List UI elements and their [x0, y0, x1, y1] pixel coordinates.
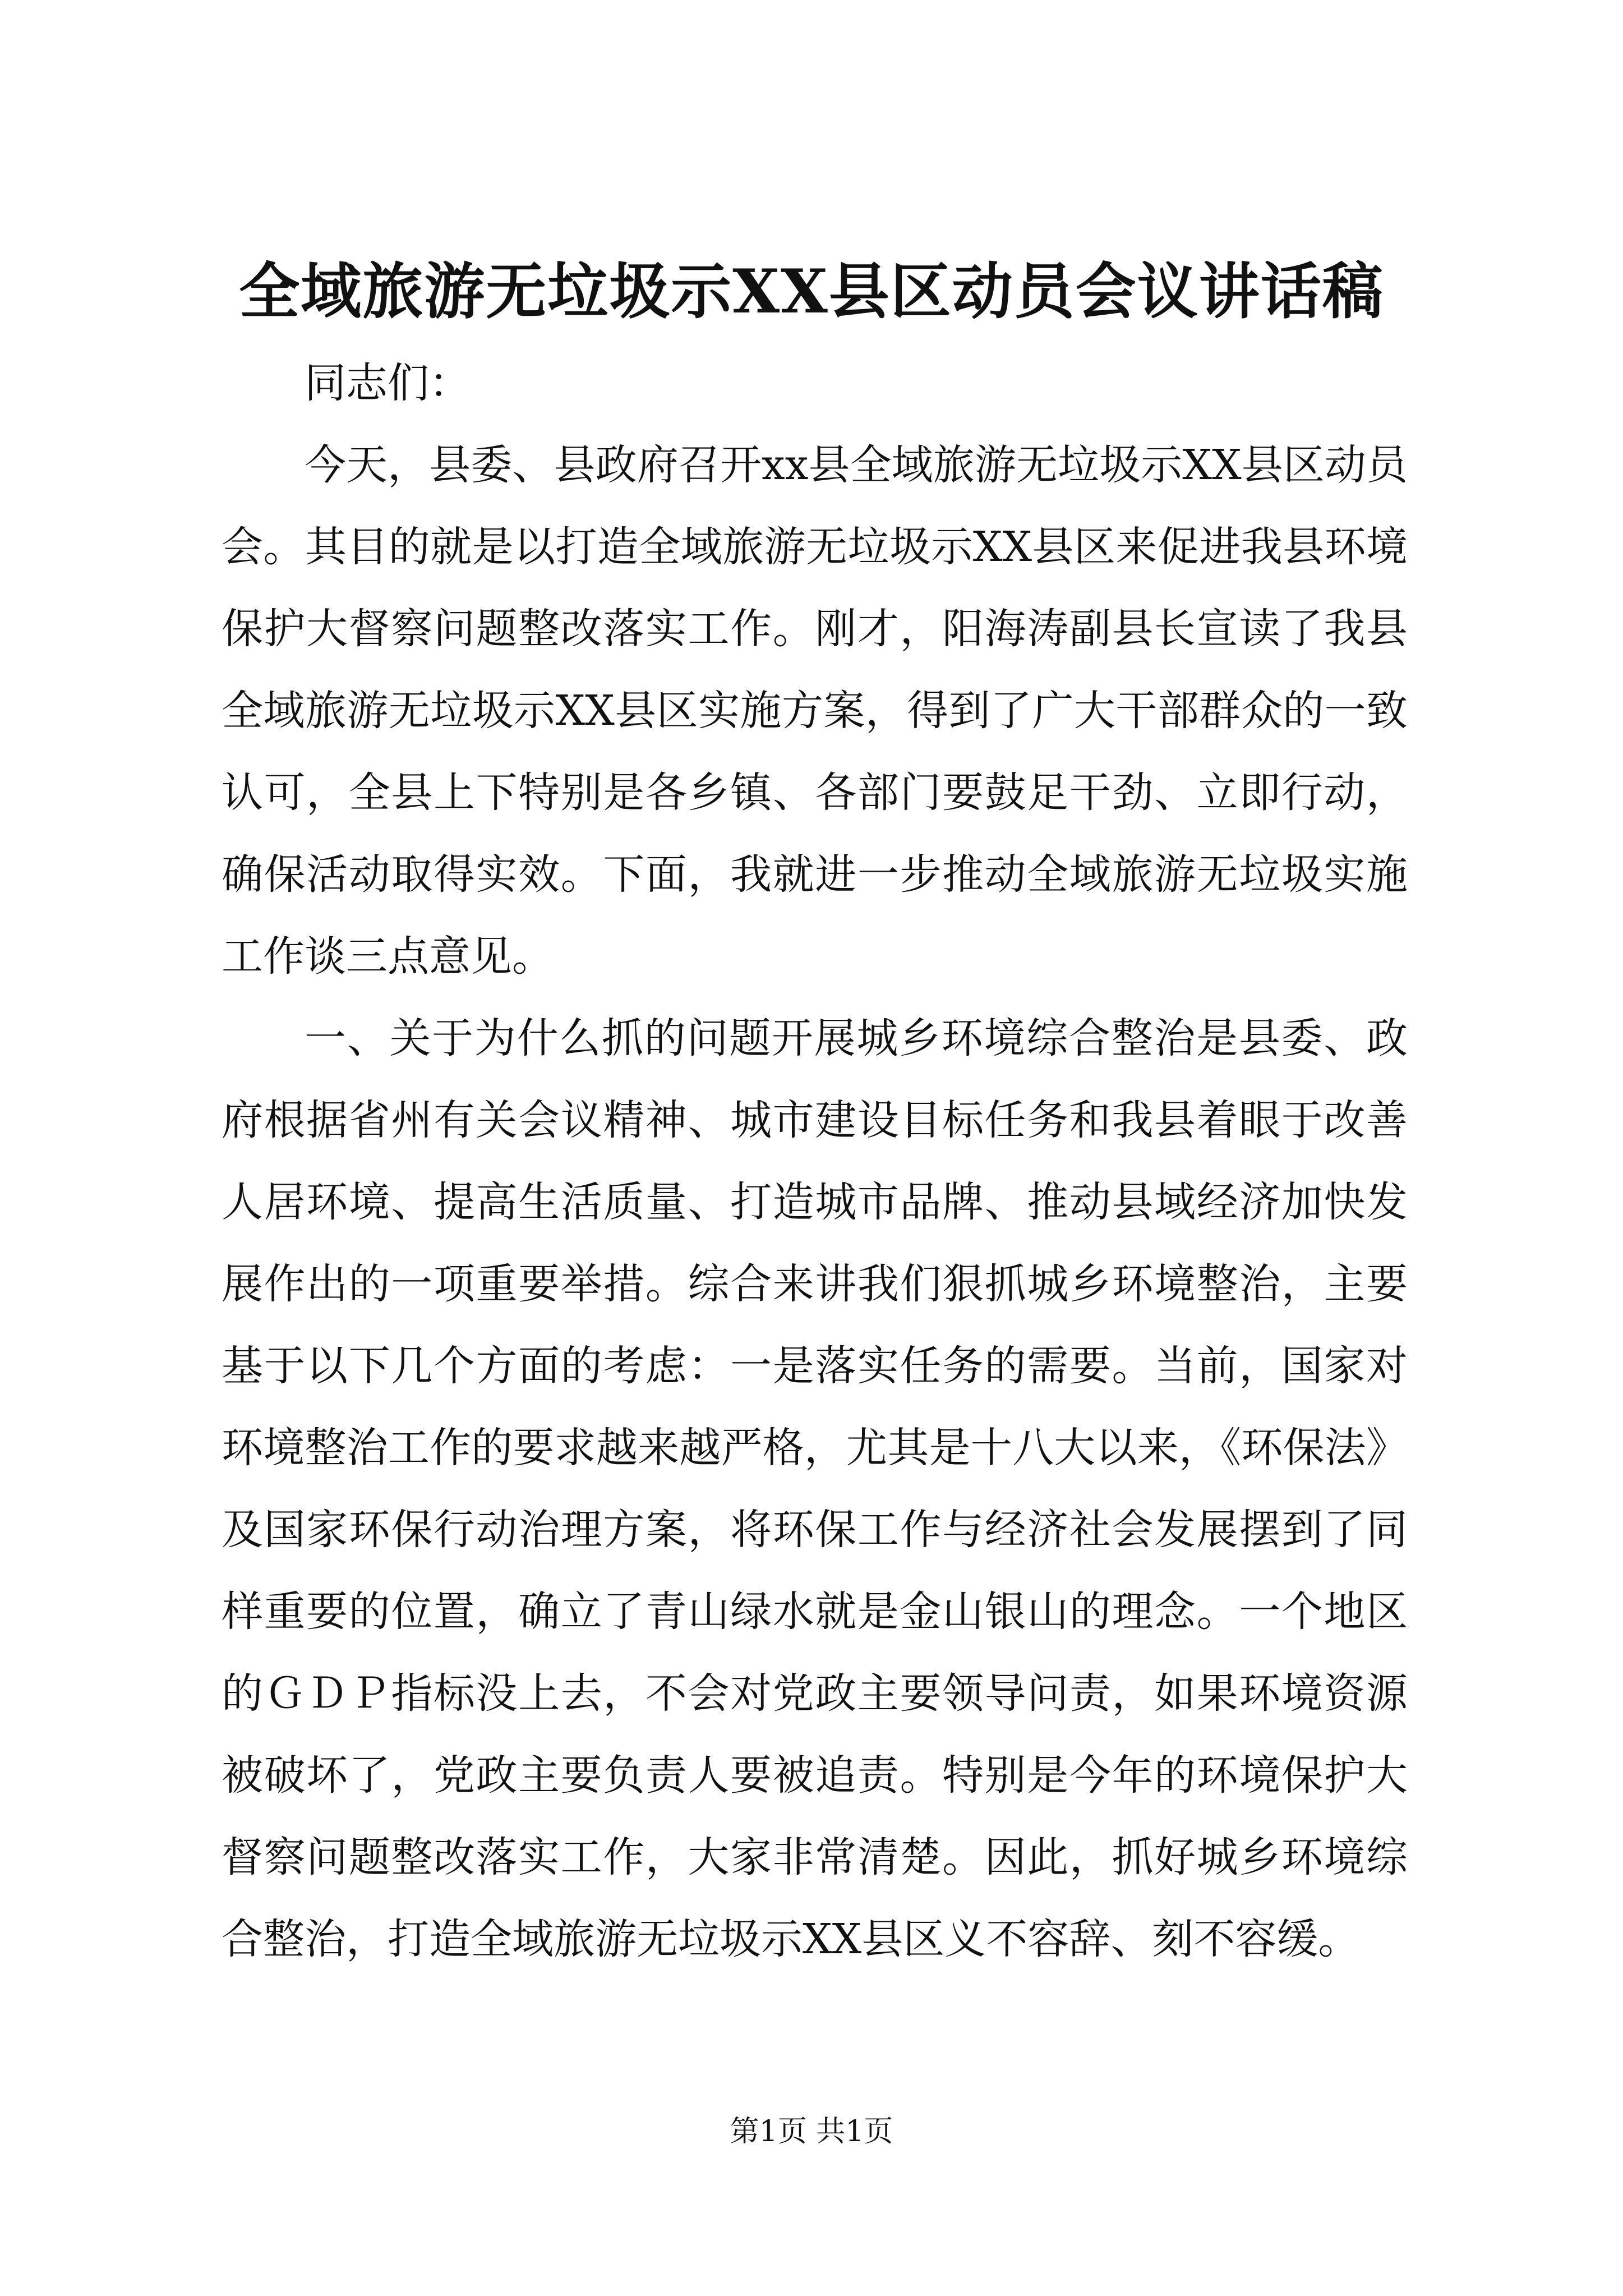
- document-title: 全域旅游无垃圾示XX县区动员会议讲话稿: [239, 256, 1384, 327]
- body-paragraph: 今天，县委、县政府召开xx县全域旅游无垃圾示XX县区动员会。其目的就是以打造全域旅游无垃圾示XX县区来促进我县环境保护大督察问题整改落实工作。刚才，阳海涛副县长宣读了我县全域旅游无垃圾示XX县区实施方案，得到了广大干部群众的一致认可，全县上下特别是各乡镇、各部门要鼓足干劲、立即行动，确保活动取得实效。下面，我就进一步推动全域旅游无垃圾实施工作谈三点意见。: [222, 441, 1408, 981]
- salutation-paragraph: 同志们：: [305, 359, 471, 407]
- page-number-footer: 第1页 共1页: [730, 2115, 893, 2148]
- document-body: [222, 342, 1408, 1980]
- body-paragraph: 一、关于为什么抓的问题开展城乡环境综合整治是县委、政府根据省州有关会议精神、城市建设目标任务和我县着眼于改善人居环境、提高生活质量、打造城市品牌、推动县域经济加快发展作出的一项重要举措。综合来讲我们狠抓城乡环境整治，主要基于以下几个方面的考虑：一是落实任务的需要。当前，国家对环境整治工作的要求越来越严格，尤其是十八大以来，《环保法》及国家环保行动治理方案，将环保工作与经济社会发展摆到了同样重要的位置，确立了青山绿水就是金山银山的理念。一个地区的ＧＤＰ指标没上去，不会对党政主要领导问责，如果环境资源被破坏了，党政主要负责人要被追责。特别是今年的环境保护大督察问题整改落实工作，大家非常清楚。因此，抓好城乡环境综合整治，打造全域旅游无垃圾示XX县区义不容辞、刻不容缓。: [222, 1014, 1408, 1963]
